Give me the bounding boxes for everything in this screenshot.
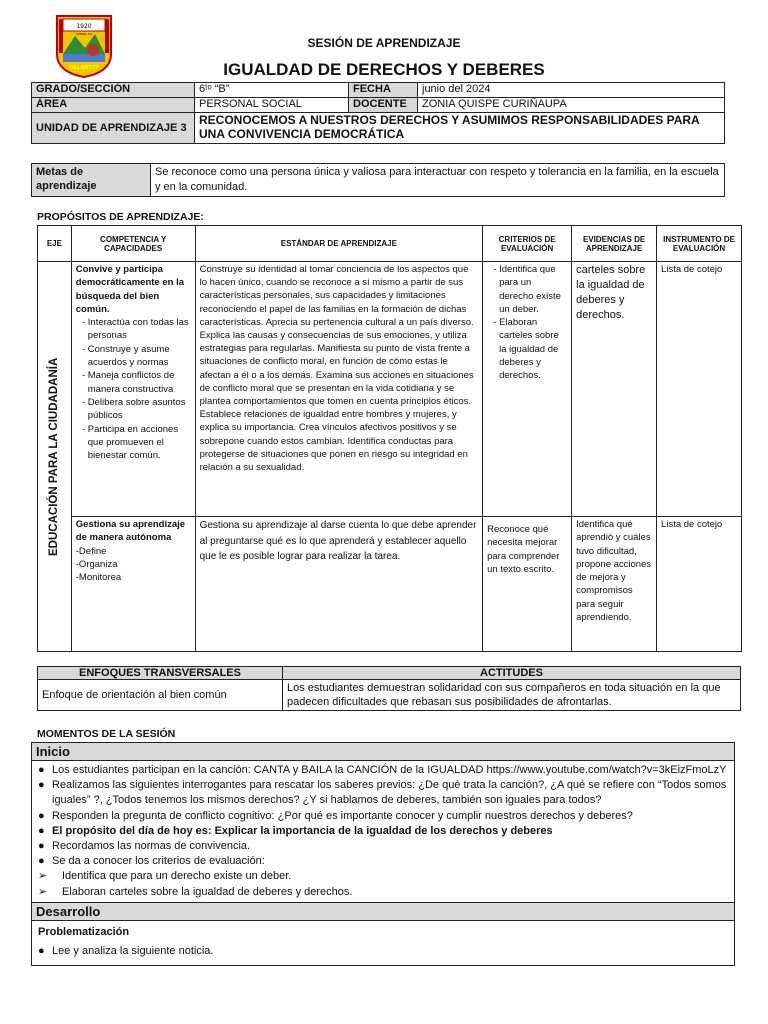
area-value: PERSONAL SOCIAL — [195, 98, 349, 113]
unidad-value: RECONOCEMOS A NUESTROS DERECHOS Y ASUMIMOS RESPONSABILIDADES PARA UNA CONVIVENCIA DEMOCRÁTICA — [195, 113, 725, 144]
propositos-title: PROPÓSITOS DE APRENDIZAJE: — [37, 211, 204, 223]
capacidad-item: - Participa en acciones que promueven el bienestar común. — [88, 423, 191, 463]
area-label: ÁREA — [32, 98, 195, 113]
svg-text:OLLANTAY: OLLANTAY — [69, 65, 99, 71]
header-competencia: COMPETENCIA Y CAPACIDADES — [71, 226, 195, 262]
unidad-label: UNIDAD DE APRENDIZAJE 3 — [32, 113, 195, 144]
list-item: ● Lee y analiza la siguiente noticia. — [38, 945, 214, 958]
header-instrumento: INSTRUMENTO DE EVALUACIÓN — [657, 226, 742, 262]
criterios-2: Reconoce qué necesita mejorar para comprender un texto escrito. — [483, 517, 572, 652]
capacidad-item: - Construye y asume acuerdos y normas — [88, 343, 191, 370]
enfoque-value: Enfoque de orientación al bien común — [38, 680, 283, 711]
capacidad-item: - Maneja conflictos de manera constructiva — [88, 369, 191, 396]
competencia-2: Gestiona su aprendizaje de manera autónoma — [75, 519, 186, 544]
metas-table — [31, 163, 725, 197]
competencia-cell-1 — [71, 262, 195, 517]
competencia-cell-2 — [71, 517, 195, 652]
estandar-2: Gestiona su aprendizaje al darse cuenta lo que debe aprender al preguntarse qué es lo que aprenderá y establecer aquello que le es posible lograr para realizar la tarea. — [195, 517, 483, 652]
estandar-1: Construye su identidad al tomar conciencia de los aspectos que lo hacen único, cuando se reconoce a sí mismo a partir de sus características personales, sus capacidades y limitaciones reconociendo el papel de las familias en la formación de dichas características. Aprecia su pertenencia cultural a un país diverso. Explica las causas y consecuencias de sus emociones, y utiliza estrategias para regularlas. Manifiesta su punto de vista frente a situaciones de conflicto moral, en función de cómo estas le afectan a él o a los demás. Examina sus acciones en situaciones de conflicto moral que se presentan en la vida cotidiana y se plantea comportamientos que tomen en cuenta principios éticos. Establece relaciones de igualdad entre hombres y mujeres, y explica su importancia. Crea vínculos afectivos positivos y se sobrepone cuando estos cambian. Identifica conductas para protegerse de situaciones que ponen en riesgo su integridad en relación a su sexualidad. — [195, 262, 483, 517]
svg-text:SUBSIL DS: SUBSIL DS — [76, 32, 92, 36]
grado-value: 6ᵗᵒ “B” — [195, 83, 349, 98]
list-item: ● Recordamos las normas de convivencia. — [38, 840, 251, 853]
desarrollo-bar: Desarrollo — [32, 903, 734, 921]
capacidad-item: - Interactúa con todas las personas — [88, 316, 191, 343]
criterios-cell-1 — [483, 262, 572, 517]
capacidad-item: -Define — [75, 545, 107, 557]
header-estandar: ESTÁNDAR DE APRENDIZAJE — [195, 226, 483, 262]
criterio-item: - Identifica que para un derecho existe un deber. — [499, 263, 567, 316]
docente-label: DOCENTE — [349, 98, 418, 113]
list-item: ● El propósito del día de hoy es: Explicar la importancia de la igualdad de los derechos y deberes — [38, 824, 553, 837]
svg-text:1920: 1920 — [76, 23, 92, 30]
header-evidencias: EVIDENCIAS DE APRENDIZAJE — [572, 226, 657, 262]
fecha-label: FECHA — [349, 83, 418, 98]
list-item: ● Se da a conocer los criterios de evaluación: — [38, 855, 265, 868]
problematizacion-label: Problematización — [38, 925, 130, 938]
session-label: SESIÓN DE APRENDIZAJE — [307, 36, 461, 50]
actitudes-header: ACTITUDES — [283, 667, 741, 680]
competencia-1: Convive y participa democráticamente en la búsqueda del bien común. — [75, 264, 185, 315]
criterio-list-item: ➢ Elaboran carteles sobre la igualdad de deberes y derechos. — [38, 885, 353, 898]
actitud-value: Los estudiantes demuestran solidaridad con sus compañeros en toda situación en la que padecen dificultades que rebasan sus posibilidades de afrontarlas. — [283, 680, 741, 711]
grado-label: GRADO/SECCIÓN — [32, 83, 195, 98]
momentos-box — [31, 742, 735, 966]
momentos-title: MOMENTOS DE LA SESIÓN — [37, 728, 176, 740]
fecha-value: junio del 2024 — [418, 83, 725, 98]
capacidad-item: -Monitorea — [75, 572, 122, 584]
header-criterios: CRITERIOS DE EVALUACIÓN — [483, 226, 572, 262]
instrumento-1: Lista de cotejo — [657, 262, 742, 517]
header-eje: EJE — [38, 226, 72, 262]
inicio-bar: Inicio — [32, 743, 734, 761]
eje-cell — [38, 262, 72, 652]
list-item: ● Realizamos las siguientes interrogantes para rescatar los saberes previos: ¿De qué trata la canción?, ¿A qué se refiere con “Todos somos iguales” ?, ¿Todos tenemos los mismos derechos? ¿Y si hablamos de deberes, también son iguales para todos? — [38, 779, 727, 807]
capacidad-item: -Organiza — [75, 558, 118, 570]
enfoques-header: ENFOQUES TRANSVERSALES — [38, 667, 283, 680]
list-item: ● Responden la pregunta de conflicto cognitivo: ¿Por qué es importante conocer y cumplir nuestros derechos y deberes? — [38, 809, 633, 822]
propositos-table — [37, 225, 742, 652]
list-item: ● Los estudiantes participan en la canción: CANTA y BAILA la CANCIÓN de la IGUALDAD https://www.youtube.com/watch?v=3kEizFmoLzY — [38, 764, 727, 776]
evidencias-2: Identifica qué aprendió y cuáles tuvo dificultad, propone acciones de mejora y compromisos para seguir aprendiendo. — [572, 517, 657, 652]
metas-text: Se reconoce como una persona única y valiosa para interactuar con respeto y tolerancia en la familia, en la escuela y en la comunidad. — [151, 164, 725, 197]
evidencias-1: carteles sobre la igualdad de deberes y derechos. — [572, 262, 657, 517]
info-table — [31, 82, 725, 144]
docente-value: ZONIA QUISPE CURIÑAUPA — [418, 98, 725, 113]
instrumento-2: Lista de cotejo — [657, 517, 742, 652]
page-title: IGUALDAD DE DERECHOS Y DEBERES — [223, 60, 545, 79]
criterio-list-item: ➢ Identifica que para un derecho existe un deber. — [38, 870, 292, 883]
criterio-item: - Elaboran carteles sobre la igualdad de deberes y derechos. — [499, 316, 567, 382]
enfoques-table — [37, 666, 741, 711]
metas-label: Metas de aprendizaje — [32, 164, 151, 197]
capacidad-item: - Delibera sobre asuntos públicos — [88, 396, 191, 423]
eje-label: EDUCACIÓN PARA LA CIUDADANÍA — [47, 357, 60, 556]
